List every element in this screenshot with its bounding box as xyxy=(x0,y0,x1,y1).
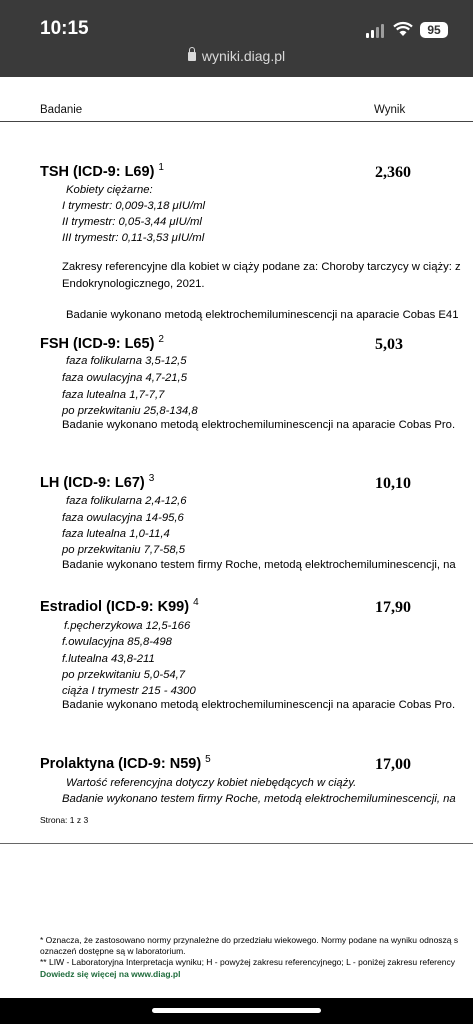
reference-text: faza lutealna 1,0-11,4 xyxy=(62,528,170,540)
method-note: Badanie wykonano metodą elektrochemiluminescencji na aparacie Cobas Pro. xyxy=(62,699,456,711)
method-note: Zakresy referencyjne dla kobiet w ciąży podane za: Choroby tarczycy w ciąży: z xyxy=(62,261,461,273)
header-divider xyxy=(0,121,473,122)
result-value-fsh: 5,03 xyxy=(375,336,403,353)
footnote: ** LIW - Laboratoryjna Interpretacja wyniku; H - powyżej zakresu referencyjnego; L - poniżej zakresu referency xyxy=(40,957,455,967)
test-name-lh: LH (ICD-9: L67) $^3$ xyxy=(40,473,155,491)
page-number: Strona: 1 z 3 xyxy=(40,815,89,825)
method-note: Endokrynologicznego, 2021. xyxy=(62,278,205,290)
reference-text: po przekwitaniu 25,8-134,8 xyxy=(62,405,198,417)
result-value-prolactin: 17,00 xyxy=(375,756,411,773)
status-bar xyxy=(0,0,473,77)
method-note: Badanie wykonano metodą elektrochemiluminescencji na aparacie Cobas Pro. xyxy=(62,419,456,431)
reference-text: faza folikularna 3,5-12,5 xyxy=(66,355,187,367)
footer-divider-top xyxy=(0,843,473,844)
reference-text: faza folikularna 2,4-12,6 xyxy=(66,495,187,507)
test-name-prolactin: Prolaktyna (ICD-9: N59) $^5$ xyxy=(40,754,211,772)
method-note: Badanie wykonano testem firmy Roche, metodą elektrochemiluminescencji, na xyxy=(62,793,456,805)
method-note: Badanie wykonano testem firmy Roche, metodą elektrochemiluminescencji, na xyxy=(62,559,456,571)
reference-text: po przekwitaniu 5,0-54,7 xyxy=(62,669,186,681)
lock-icon xyxy=(188,52,196,61)
reference-text: f.pęcherzykowa 12,5-166 xyxy=(64,620,191,632)
results-document xyxy=(0,77,473,998)
home-indicator[interactable] xyxy=(152,1008,321,1013)
reference-text: f.owulacyjna 85,8-498 xyxy=(62,636,172,648)
reference-text: f.lutealna 43,8-211 xyxy=(62,653,155,665)
test-name-tsh: TSH (ICD-9: L69) $^1$ xyxy=(40,162,164,180)
reference-text: III trymestr: 0,11-3,53 μIU/ml xyxy=(62,232,205,244)
test-name-fsh: FSH (ICD-9: L65) $^2$ xyxy=(40,334,164,352)
column-header-test: Badanie xyxy=(40,104,83,116)
result-value-tsh: 2,360 xyxy=(375,164,411,181)
reference-text: II trymestr: 0,05-3,44 μIU/ml xyxy=(62,216,202,228)
reference-text: ciąża I trymestr 215 - 4300 xyxy=(62,685,196,697)
diag-info-link[interactable]: Dowiedz się więcej na www.diag.pl xyxy=(40,969,181,979)
result-value-lh: 10,10 xyxy=(375,475,411,492)
method-note: Badanie wykonano metodą elektrochemiluminescencji na aparacie Cobas E41 xyxy=(66,309,459,321)
clock: 10:15 xyxy=(40,18,89,39)
reference-text: Kobiety ciężarne: xyxy=(66,184,153,196)
cellular-signal-icon xyxy=(366,24,386,38)
address-bar[interactable] xyxy=(0,48,473,64)
reference-text: faza lutealna 1,7-7,7 xyxy=(62,389,165,401)
reference-text: Wartość referencyjna dotyczy kobiet niebędących w ciąży. xyxy=(66,777,357,789)
reference-text: faza owulacyjna 14-95,6 xyxy=(62,512,184,524)
battery-icon: 95 xyxy=(420,22,448,38)
footnote: * Oznacza, że zastosowano normy przynależne do przedziału wiekowego. Normy podane na wyniku odnoszą s xyxy=(40,935,459,945)
reference-text: I trymestr: 0,009-3,18 μIU/ml xyxy=(62,200,206,212)
url-text: wyniki.diag.pl xyxy=(201,48,286,64)
result-value-estradiol: 17,90 xyxy=(375,599,411,616)
column-header-result: Wynik xyxy=(374,104,406,116)
test-name-estradiol: Estradiol (ICD-9: K99) $^4$ xyxy=(40,597,199,615)
footnote: oznaczeń dostępne są w laboratorium. xyxy=(40,946,186,956)
wifi-icon xyxy=(393,21,413,37)
reference-text: po przekwitaniu 7,7-58,5 xyxy=(62,544,186,556)
reference-text: faza owulacyjna 4,7-21,5 xyxy=(62,372,187,384)
